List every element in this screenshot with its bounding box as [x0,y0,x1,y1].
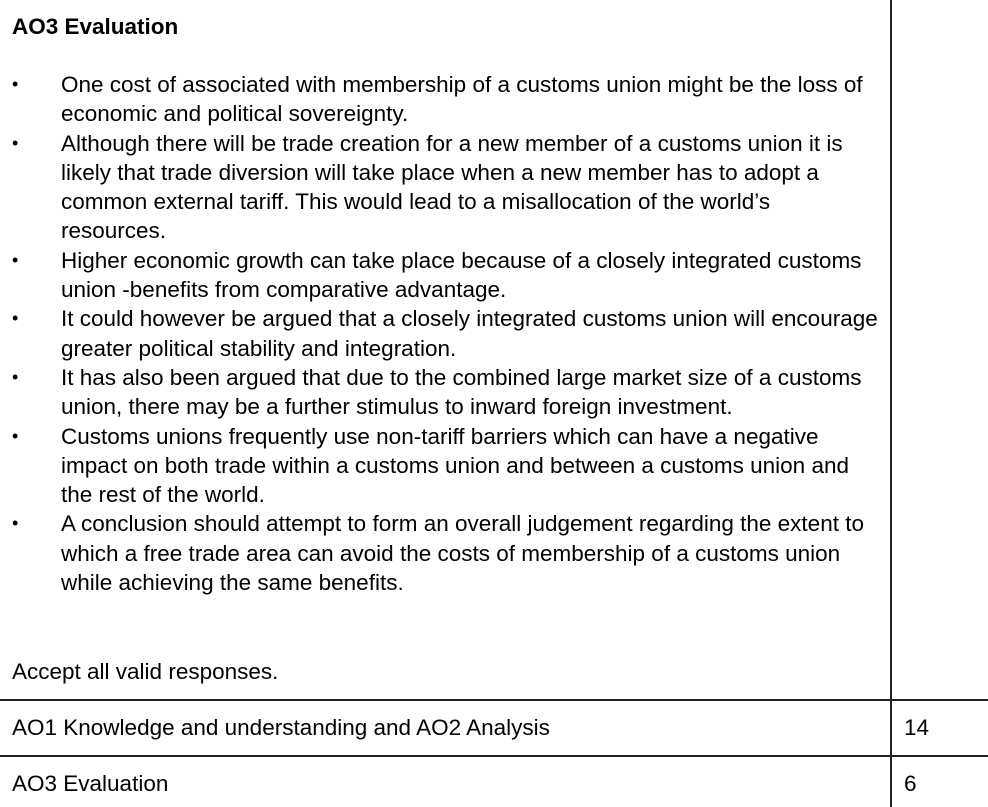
criteria-label: AO1 Knowledge and understanding and AO2 Analysis [12,715,550,740]
section-heading: AO3 Evaluation [12,14,179,39]
list-item [0,129,890,246]
bullet-marker: • [12,132,19,153]
bullet-text: It could however be argued that a closely integrated customs union will encourage greater political stability and integration. [61,306,878,361]
list-item [0,246,890,305]
bullet-text: A conclusion should attempt to form an overall judgement regarding the extent to which a free trade area can avoid the costs of membership of a customs union while achieving the same benefits. [61,511,864,596]
column-divider [890,0,892,807]
bullet-marker: • [12,513,19,534]
list-item [0,363,890,422]
accept-note: Accept all valid responses. [12,659,279,684]
row-divider [0,699,988,701]
bullet-text: Although there will be trade creation for a new member of a customs union it is likely that trade diversion will take place when a new member has to adopt a common external tariff. This would lead to a misallocation of the world’s resources. [61,130,843,244]
bullet-marker: • [12,74,19,94]
marks-value: 14 [904,715,930,740]
bullet-marker: • [12,425,19,446]
bullet-marker: • [12,249,19,270]
bullet-text: Customs unions frequently use non-tariff barriers which can have a negative impact on both trade within a customs union and between a customs union and the rest of the world. [61,423,849,508]
list-item [0,70,890,129]
row-divider [0,755,988,757]
marks-value: 6 [904,771,917,796]
list-item [0,509,890,597]
bullet-text: One cost of associated with membership of a customs union might be the loss of economic and political sovereignty. [61,72,863,127]
bullet-marker: • [12,308,19,329]
bullet-marker: • [12,366,19,387]
bullet-text: It has also been argued that due to the combined large market size of a customs union, there may be a further stimulus to inward foreign investment. [61,364,862,420]
criteria-label: AO3 Evaluation [12,771,169,796]
bullet-text: Higher economic growth can take place because of a closely integrated customs union -benefits from comparative advantage. [61,247,862,303]
list-item [0,304,890,363]
bullet-list [0,70,890,597]
list-item [0,422,890,510]
